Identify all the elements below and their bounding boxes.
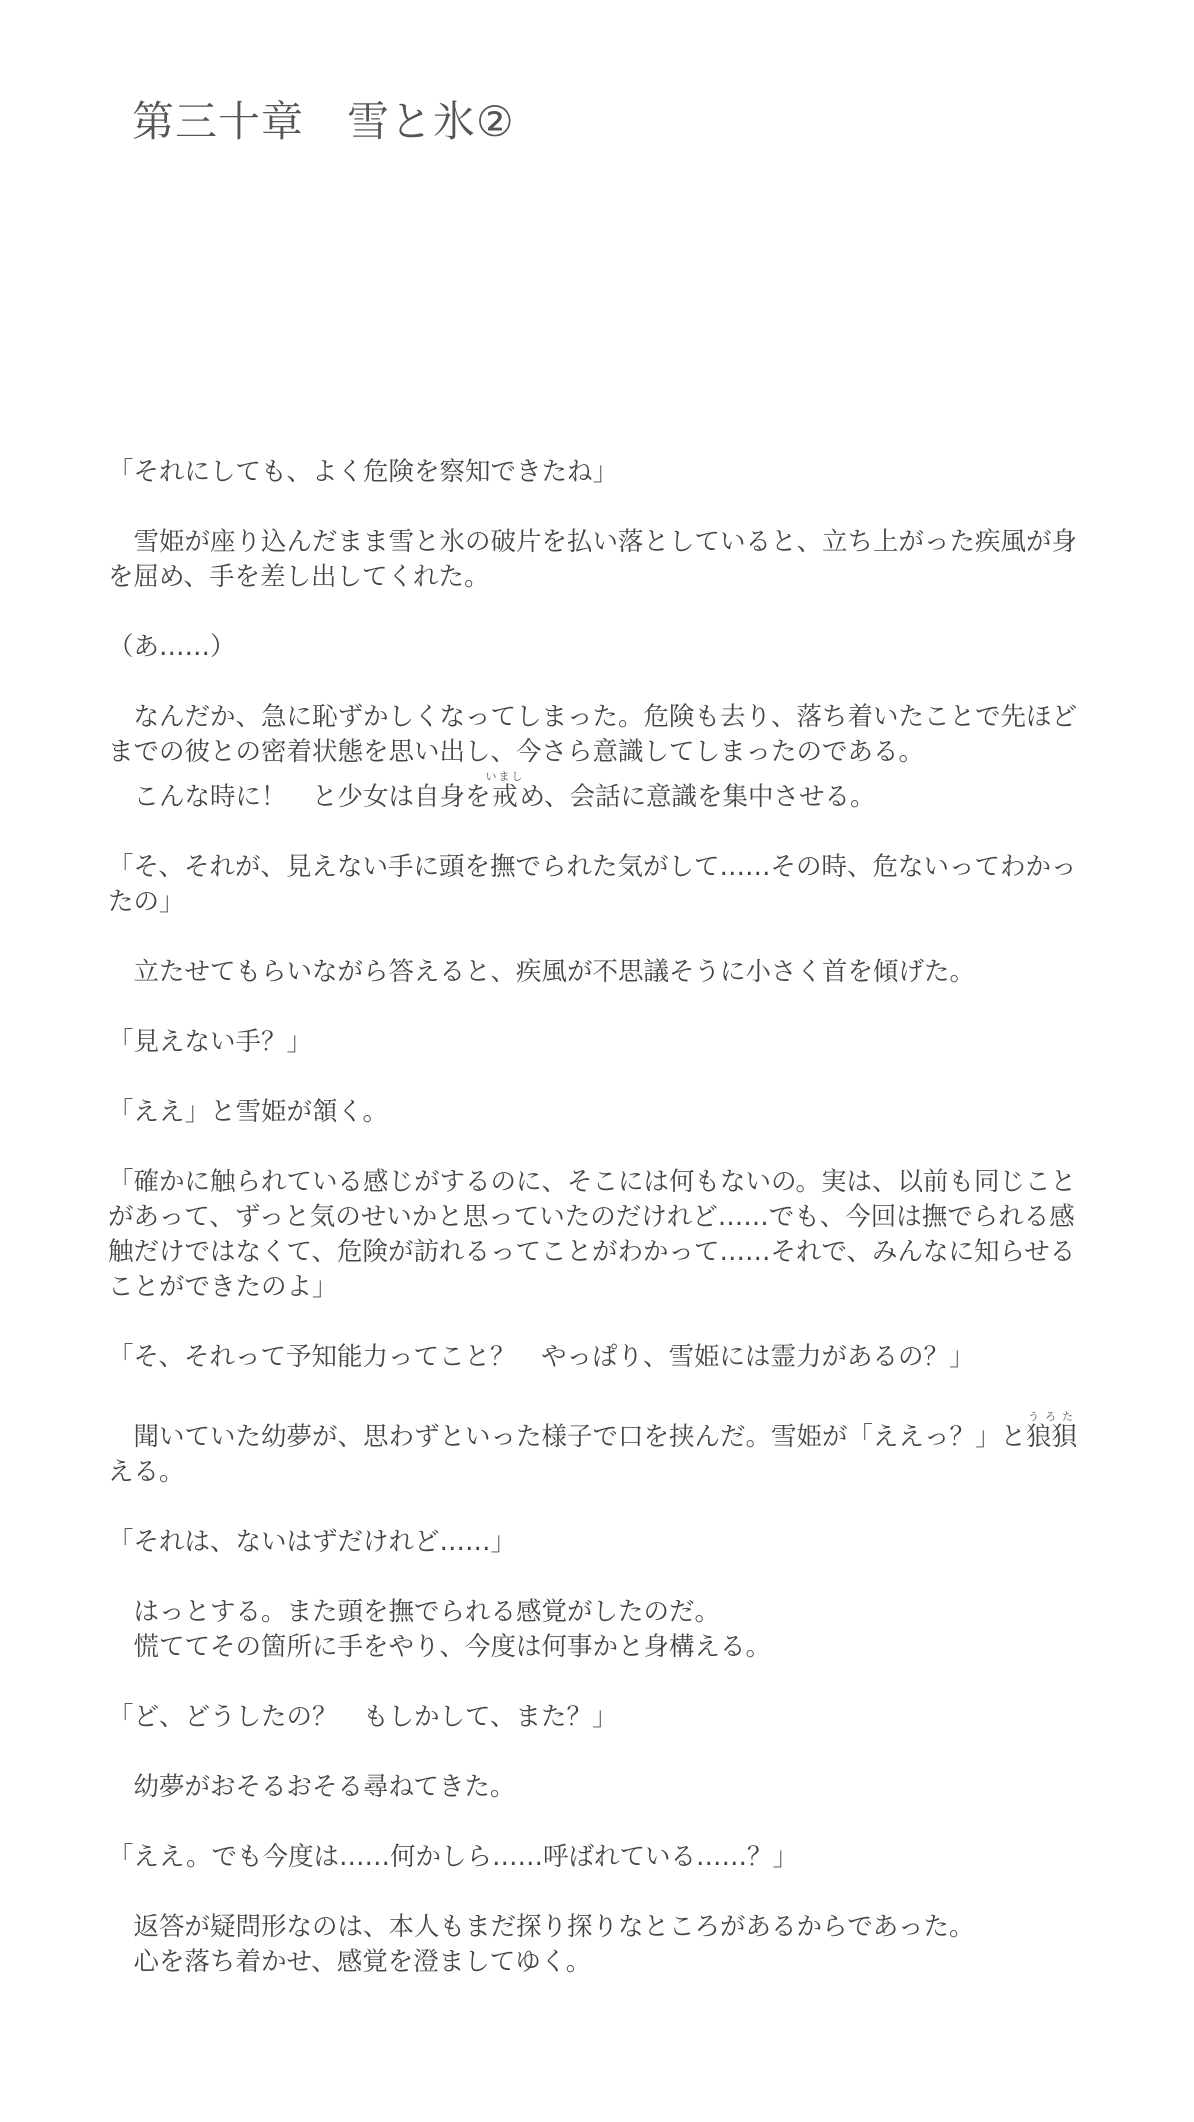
paragraph-gap [108, 1490, 1088, 1525]
paragraph: 「見えない手？」 [108, 1027, 313, 1057]
paragraph-gap [108, 815, 1088, 850]
paragraph: 慌ててその箇所に手をやり、今度は何事かと身構える。 [108, 1632, 772, 1662]
ruby-word [1026, 1410, 1078, 1452]
paragraph-gap [108, 1665, 1088, 1700]
ruby-reading: うろた [1026, 1410, 1078, 1423]
text-segment: め、会話に意識を集中させる。 [519, 782, 876, 812]
ruby-base: 狼狽 [1026, 1422, 1078, 1452]
text-segment: こんな時に！ と少女は自身を [108, 782, 491, 812]
paragraph-gap [108, 1875, 1088, 1910]
paragraph: 「それにしても、よく危険を察知できたね」 [108, 457, 619, 487]
paragraph: 「確かに触られている感じがするのに、そこには何もないの。実は、以前も同じことがあって、ずっと気のせいかと思っていたのだけれど……でも、今回は撫でられる感触だけではなくて、危険が訪れるってことがわかって……それで、みんなに知らせることができたのよ」 [108, 1167, 1076, 1302]
paragraph-gap [108, 1805, 1088, 1840]
paragraph-gap [108, 1735, 1088, 1770]
paragraph-gap [108, 990, 1088, 1025]
text-segment: える。 [108, 1457, 185, 1487]
paragraph: 「ど、どうしたの？ もしかして、また？」 [108, 1702, 618, 1732]
paragraph-with-ruby [108, 770, 1088, 815]
paragraph: 「そ、それって予知能力ってこと？ やっぱり、雪姫には霊力があるの？」 [108, 1342, 975, 1372]
paragraph: 立たせてもらいながら答えると、疾風が不思議そうに小さく首を傾げた。 [108, 957, 976, 987]
chapter-title: 第三十章 雪と氷② [132, 97, 515, 146]
paragraph: 「ええ」と雪姫が頷く。 [108, 1097, 388, 1127]
paragraph: 「ええ。でも今度は……何かしら……呼ばれている……？」 [108, 1842, 799, 1872]
paragraph: 「そ、それが、見えない手に頭を撫でられた気がして……その時、危ないってわかったの」 [108, 852, 1077, 917]
paragraph-gap [108, 665, 1088, 700]
text-segment: 聞いていた幼夢が、思わずといった様子で口を挟んだ。雪姫が「ええっ？」と [108, 1422, 1027, 1452]
ruby-reading: いまし [485, 770, 525, 783]
paragraph: 雪姫が座り込んだまま雪と氷の破片を払い落としていると、立ち上がった疾風が身を屈め、手を差し出してくれた。 [108, 527, 1078, 592]
paragraph-gap [108, 1305, 1088, 1340]
paragraph: 幼夢がおそるおそる尋ねてきた。 [108, 1772, 516, 1802]
ruby-base: 戒 [485, 782, 525, 812]
paragraph: 心を落ち着かせ、感覚を澄ましてゆく。 [108, 1947, 592, 1977]
paragraph-gap [108, 1375, 1088, 1410]
paragraph-gap [108, 1560, 1088, 1595]
paragraph: 返答が疑問形なのは、本人もまだ探り探りなところがあるからであった。 [108, 1912, 975, 1942]
paragraph-with-ruby [108, 1410, 1088, 1490]
paragraph: （あ……） [108, 632, 236, 662]
paragraph-gap [108, 1130, 1088, 1165]
paragraph-gap [108, 595, 1088, 630]
paragraph-gap [108, 1060, 1088, 1095]
novel-body [108, 455, 1088, 1980]
paragraph-gap [108, 920, 1088, 955]
paragraph: はっとする。また頭を撫でられる感覚がしたのだ。 [108, 1597, 721, 1627]
paragraph-gap [108, 490, 1088, 525]
paragraph: 「それは、ないはずだけれど……」 [108, 1527, 517, 1557]
paragraph: なんだか、急に恥ずかしくなってしまった。危険も去り、落ち着いたことで先ほどまでの彼との密着状態を思い出し、今さら意識してしまったのである。 [108, 702, 1078, 767]
ruby-word [485, 770, 525, 812]
